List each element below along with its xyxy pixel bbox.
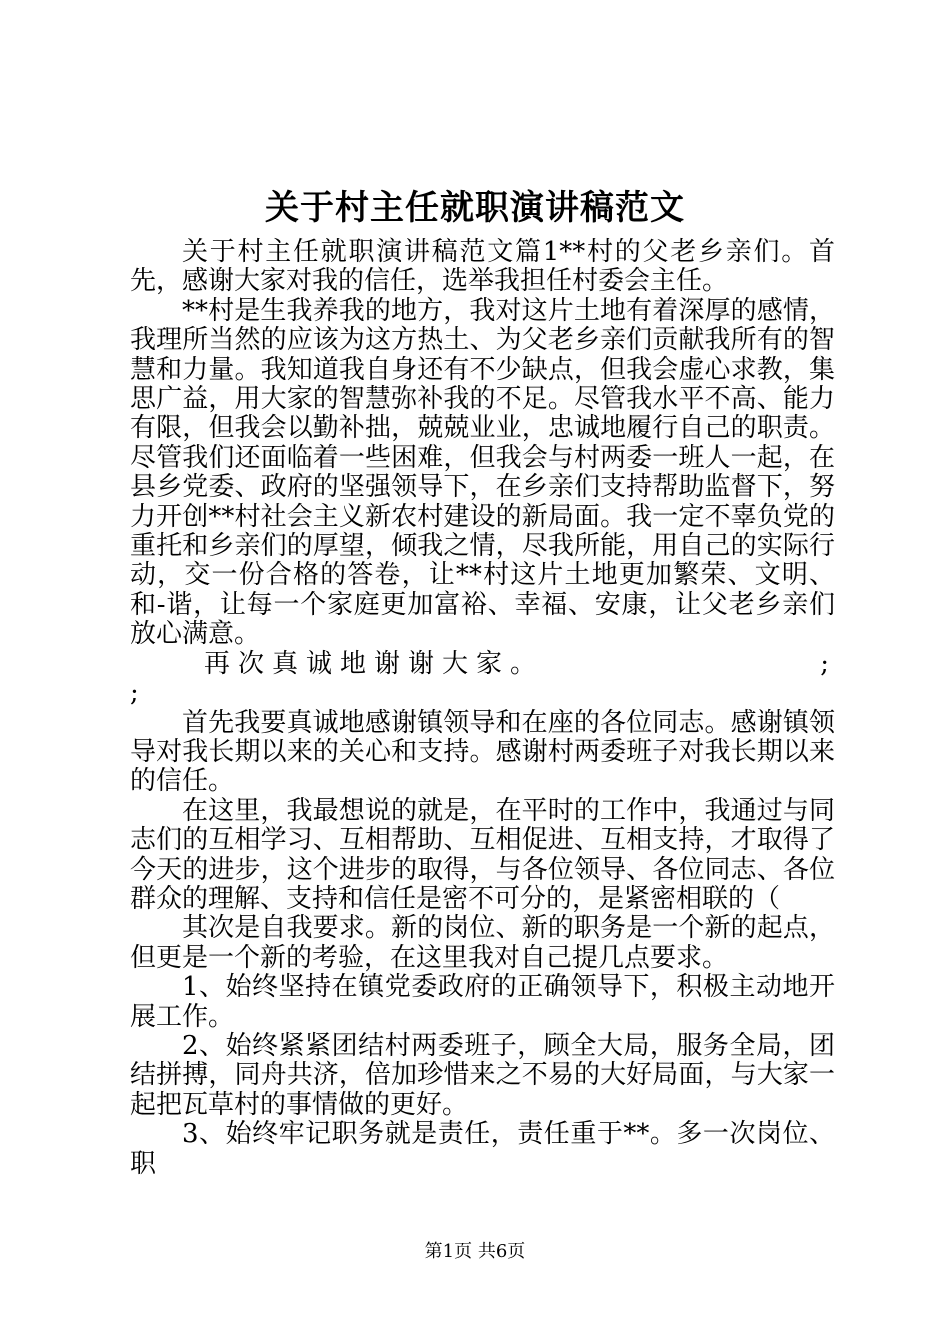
semicolon-line: ; <box>130 678 139 709</box>
paragraph-pledge: **村是生我养我的地方，我对这片土地有着深厚的感情，我理所当然的应该为这方热土、为父老乡亲们贡献我所有的智慧和力量。我知道我自身还有不少缺点，但我会虚心求教，集思广益，用大家的智慧弥补我的不足。尽管我水平不高、能力有限，但我会以勤补拙，兢兢业业，忠诚地履行自己的职责。尽管我们还面临着一些困难，但我会与村两委一班人一起，在县乡党委、政府的坚强领导下，在乡亲们支持帮助监督下，努力开创**村社会主义新农村建设的新局面。我一定不辜负党的重托和乡亲们的厚望，倾我之情，尽我所能，用自己的实际行动，交一份合格的答卷，让**村这片土地更加繁荣、文明、和-谐，让每一个家庭更加富裕、幸福、安康，让父老乡亲们放心满意。 <box>130 295 835 650</box>
list-item-2: 2、始终紧紧团结村两委班子，顾全大局，服务全局，团结拼搏，同舟共济，倍加珍惜来之不易的大好局面，与大家一起把瓦草村的事情做的更好。 <box>130 1030 835 1120</box>
semicolon-right: ; <box>820 648 829 679</box>
thanks-line: 再次真诚地谢谢大家。 <box>204 648 545 679</box>
paragraph-intro: 关于村主任就职演讲稿范文篇1**村的父老乡亲们。首先，感谢大家对我的信任，选举我担任村委会主任。 <box>130 237 835 297</box>
paragraph-gratitude: 首先我要真诚地感谢镇领导和在座的各位同志。感谢镇领导对我长期以来的关心和支持。感谢村两委班子对我长期以来的信任。 <box>130 707 835 797</box>
list-item-1: 1、始终坚持在镇党委政府的正确领导下，积极主动地开展工作。 <box>130 972 835 1032</box>
document-body <box>130 238 835 1179</box>
paragraph-progress: 在这里，我最想说的就是，在平时的工作中，我通过与同志们的互相学习、互相帮助、互相促进、互相支持，才取得了今天的进步，这个进步的取得，与各位领导、各位同志、各位群众的理解、支持和信任是密不可分的，是紧密相联的（ <box>130 795 835 914</box>
page-footer: 第1页 共6页 <box>424 1241 526 1262</box>
paragraph-requirements: 其次是自我要求。新的岗位、新的职务是一个新的起点，但更是一个新的考验，在这里我对自己提几点要求。 <box>130 913 835 973</box>
list-item-3: 3、始终牢记职务就是责任，责任重于**。多一次岗位、职 <box>130 1119 835 1179</box>
thanks-line-row <box>130 650 835 679</box>
document-title: 关于村主任就职演讲稿范文 <box>265 188 685 228</box>
